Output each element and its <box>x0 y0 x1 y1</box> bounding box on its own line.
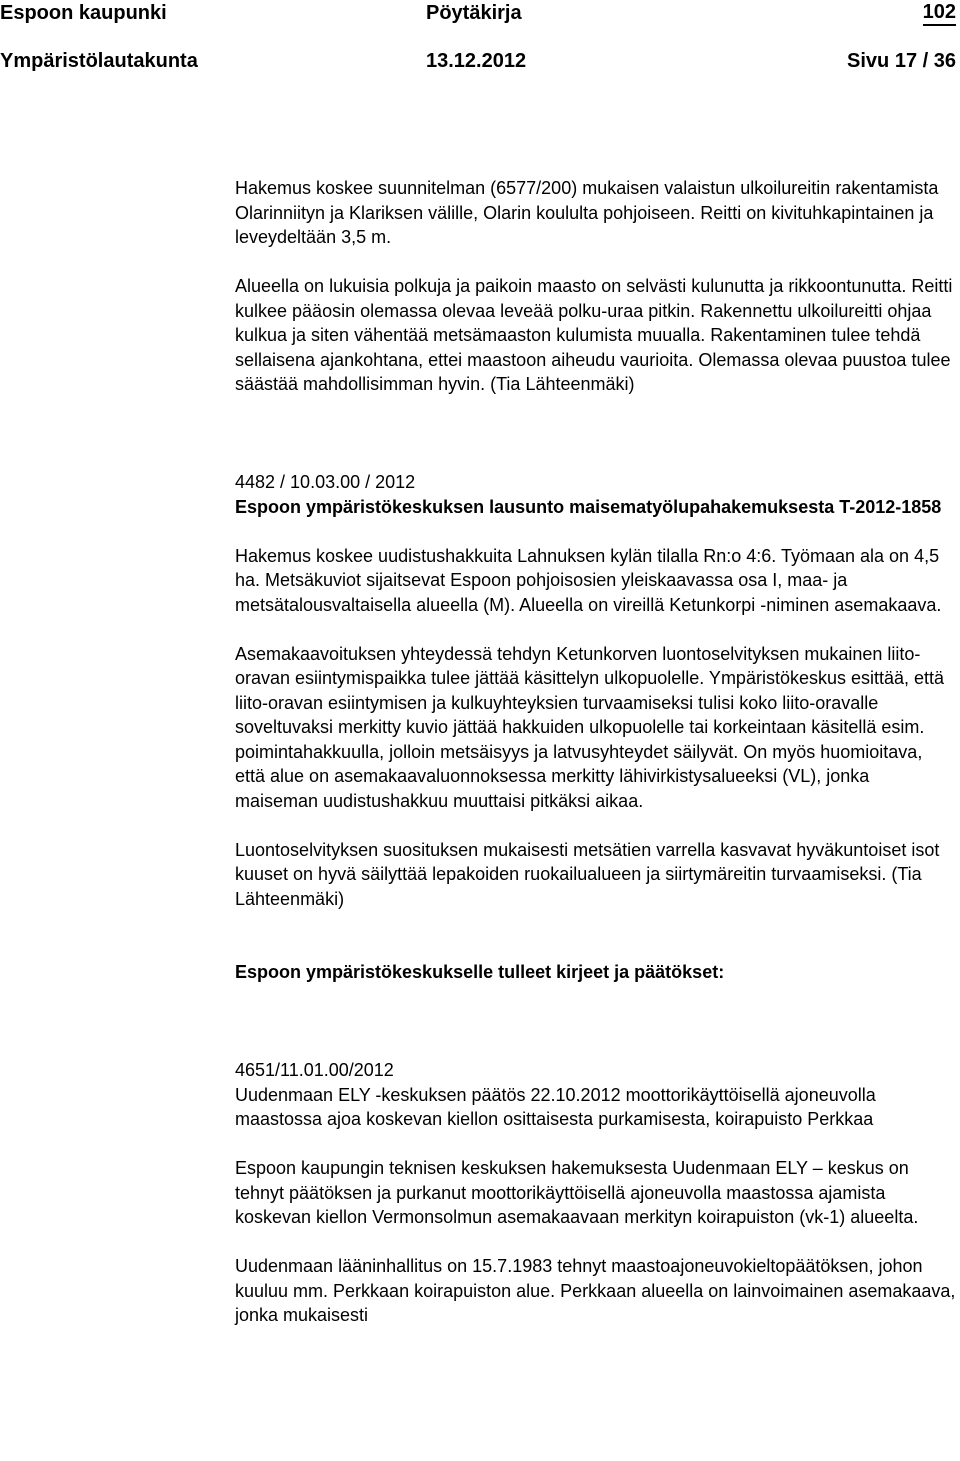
document-type: Pöytäkirja <box>426 2 522 24</box>
section-title: Espoon ympäristökeskuksen lausunto maisematyölupahakemuksesta T-2012-1858 <box>235 496 942 517</box>
paragraph: Hakemus koskee suunnitelman (6577/200) mukaisen valaistun ulkoilureitin rakentamista Olarinniityn ja Klariksen välille, Olarin koululta pohjoiseen. Reitti on kivituhkapintainen ja leveydeltään 3,5 m. <box>235 178 939 247</box>
meeting-date: 13.12.2012 <box>426 50 527 72</box>
section-number: 102 <box>923 0 956 26</box>
paragraph: Luontoselvityksen suosituksen mukaisesti metsätien varrella kasvavat hyväkuntoiset isot kuuset on hyvä säilyttää lepakoiden ruokailualueen ja siirtymäreitin turvaamiseksi. (Tia Lähteenmäki) <box>235 839 940 909</box>
paragraph: Uudenmaan lääninhallitus on 15.7.1983 tehnyt maastoajoneuvokieltopäätöksen, johon kuuluu mm. Perkkaan koirapuiston alue. Perkkaan alueella on lainvoimainen asemakaava, jonka mukaisesti <box>235 1256 956 1325</box>
header-row-2 <box>0 48 960 78</box>
header-row-1 <box>0 0 960 30</box>
document-body <box>235 176 957 1328</box>
paragraph: Uudenmaan ELY -keskuksen päätös 22.10.2012 moottorikäyttöisellä ajoneuvolla maastossa ajoa koskevan kiellon osittaisesta purkamisesta, koirapuisto Perkkaa <box>235 1084 876 1129</box>
paragraph: Asemakaavoituksen yhteydessä tehdyn Ketunkorven luontoselvityksen mukainen liito-oravan esiintymispaikka tulee jättää käsittelyn ulkopuolelle. Ympäristökeskus esittää, että liito-oravan esiintymisen ja kulkuyhteyksien turvaamiseksi tulisi koko liito-oravalle soveltuvaksi merkitty kuvio jättää hakkuiden ulkopuolelle tai korkeintaan käsitellä esim. poimintahakkuulla, jolloin metsäisyys ja latvusyhteydet säilyvät. On myös huomioitava, että alue on asemakaavaluonnoksessa merkitty lähivirkistysalueeksi (VL), jonka maiseman uudistushakkuu muuttaisi pitkäksi aikaa. <box>235 643 945 811</box>
section-heading: Espoon ympäristökeskukselle tulleet kirjeet ja päätökset: <box>235 962 725 982</box>
paragraph: Hakemus koskee uudistushakkuita Lahnuksen kylän tilalla Rn:o 4:6. Työmaan ala on 4,5 ha. Metsäkuviot sijaitsevat Espoon pohjoisosien yleiskaavassa osa I, maa- ja metsätalousvaltaisella alueella (M). Alueella on vireillä Ketunkorpi -niminen asemakaava. <box>235 545 942 615</box>
page-counter: Sivu 17 / 36 <box>847 50 956 72</box>
committee-name: Ympäristölautakunta <box>0 50 198 72</box>
case-id: 4482 / 10.03.00 / 2012 <box>235 472 416 492</box>
paragraph: Alueella on lukuisia polkuja ja paikoin maasto on selvästi kulunutta ja rikkoontunutta. Reitti kulkee pääosin olemassa olevaa leveää polku-uraa pitkin. Rakennettu ulkoilureitti ohjaa kulkua ja siten vähentää metsämaaston kulumista muualla. Rakentaminen tulee tehdä sellaisena ajankohtana, ettei maastoon aiheudu vaurioita. Olemassa olevaa puustoa tulee säästää mahdollisimman hyvin. (Tia Lähteenmäki) <box>235 276 953 394</box>
organization-name: Espoon kaupunki <box>0 2 167 24</box>
paragraph: Espoon kaupungin teknisen keskuksen hakemuksesta Uudenmaan ELY – keskus on tehnyt päätöksen ja purkanut moottorikäyttöisellä ajoneuvolla maastossa ajamista koskevan kiellon Vermonsolmun asemakaavaan merkityn koirapuiston (vk-1) alueelta. <box>235 1158 919 1227</box>
case-id: 4651/11.01.00/2012 <box>235 1060 394 1080</box>
